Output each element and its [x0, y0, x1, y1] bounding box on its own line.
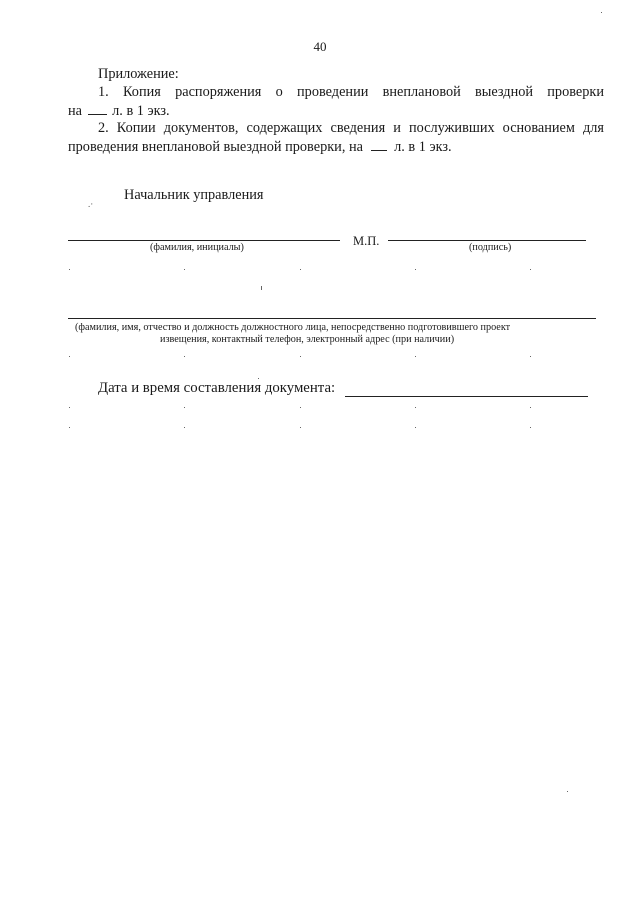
appendix-item-1-line-1: [98, 84, 604, 101]
preparer-caption-line-1: (фамилия, имя, отчество и должность должностного лица, непосредственно подготовившего проект: [75, 322, 511, 333]
item-1-word: Копия: [122, 84, 161, 100]
scan-speck: [530, 269, 531, 270]
appendix-item-1-line-2: на л. в 1 экз.: [68, 103, 170, 119]
scan-speck: [415, 269, 416, 270]
appendix-item-2-line-2: проведения внеплановой выездной проверки, на л. в 1 экз.: [68, 139, 452, 155]
scan-mark: .·: [88, 199, 94, 209]
scan-speck: [69, 427, 70, 428]
signature-line: [388, 240, 586, 241]
scan-speck: [184, 407, 185, 408]
scan-speck: [601, 12, 602, 13]
scan-speck: [69, 356, 70, 357]
sheet-count-blank: [371, 138, 387, 151]
appendix-heading: Приложение:: [98, 66, 179, 82]
scan-speck: [415, 427, 416, 428]
scan-speck: [415, 407, 416, 408]
preparer-caption-line-2: извещения, контактный телефон, электронный адрес (при наличии): [160, 334, 455, 345]
scan-speck: [258, 378, 259, 379]
scan-speck: [300, 407, 301, 408]
scan-speck: [530, 427, 531, 428]
preparer-line: [68, 318, 596, 319]
stamp-label: М.П.: [353, 234, 380, 248]
scan-speck: [300, 356, 301, 357]
scan-speck: [184, 427, 185, 428]
appendix-item-2-line-1: 2. Копии документов, содержащих сведения и послуживших основанием для: [98, 120, 604, 136]
scan-speck: [530, 407, 531, 408]
position-title: Начальник управления: [124, 187, 264, 203]
name-caption: (фамилия, инициалы): [150, 242, 244, 253]
scan-speck: [261, 286, 262, 290]
scan-speck: [300, 269, 301, 270]
scan-speck: [184, 269, 185, 270]
item-1-word: выездной: [475, 84, 534, 100]
sheet-count-blank: [88, 102, 107, 115]
scan-speck: [300, 427, 301, 428]
item-1-word: проведении: [297, 84, 369, 100]
scan-speck: [184, 356, 185, 357]
item-1-number: 1.: [98, 84, 109, 100]
document-date-line: [345, 396, 588, 397]
document-date-label: Дата и время составления документа:: [98, 380, 336, 396]
item-1-word: о: [275, 84, 283, 100]
scan-speck: [530, 356, 531, 357]
item-1-word: внеплановой: [382, 84, 461, 100]
signature-caption: (подпись): [469, 242, 512, 253]
scan-speck: [415, 356, 416, 357]
scan-speck: [69, 407, 70, 408]
page-number: 40: [313, 39, 327, 54]
item-1-word: распоряжения: [175, 84, 262, 100]
name-line: [68, 240, 340, 241]
scan-speck: [567, 791, 568, 792]
item-1-word: проверки: [547, 84, 604, 100]
scan-speck: [69, 269, 70, 270]
